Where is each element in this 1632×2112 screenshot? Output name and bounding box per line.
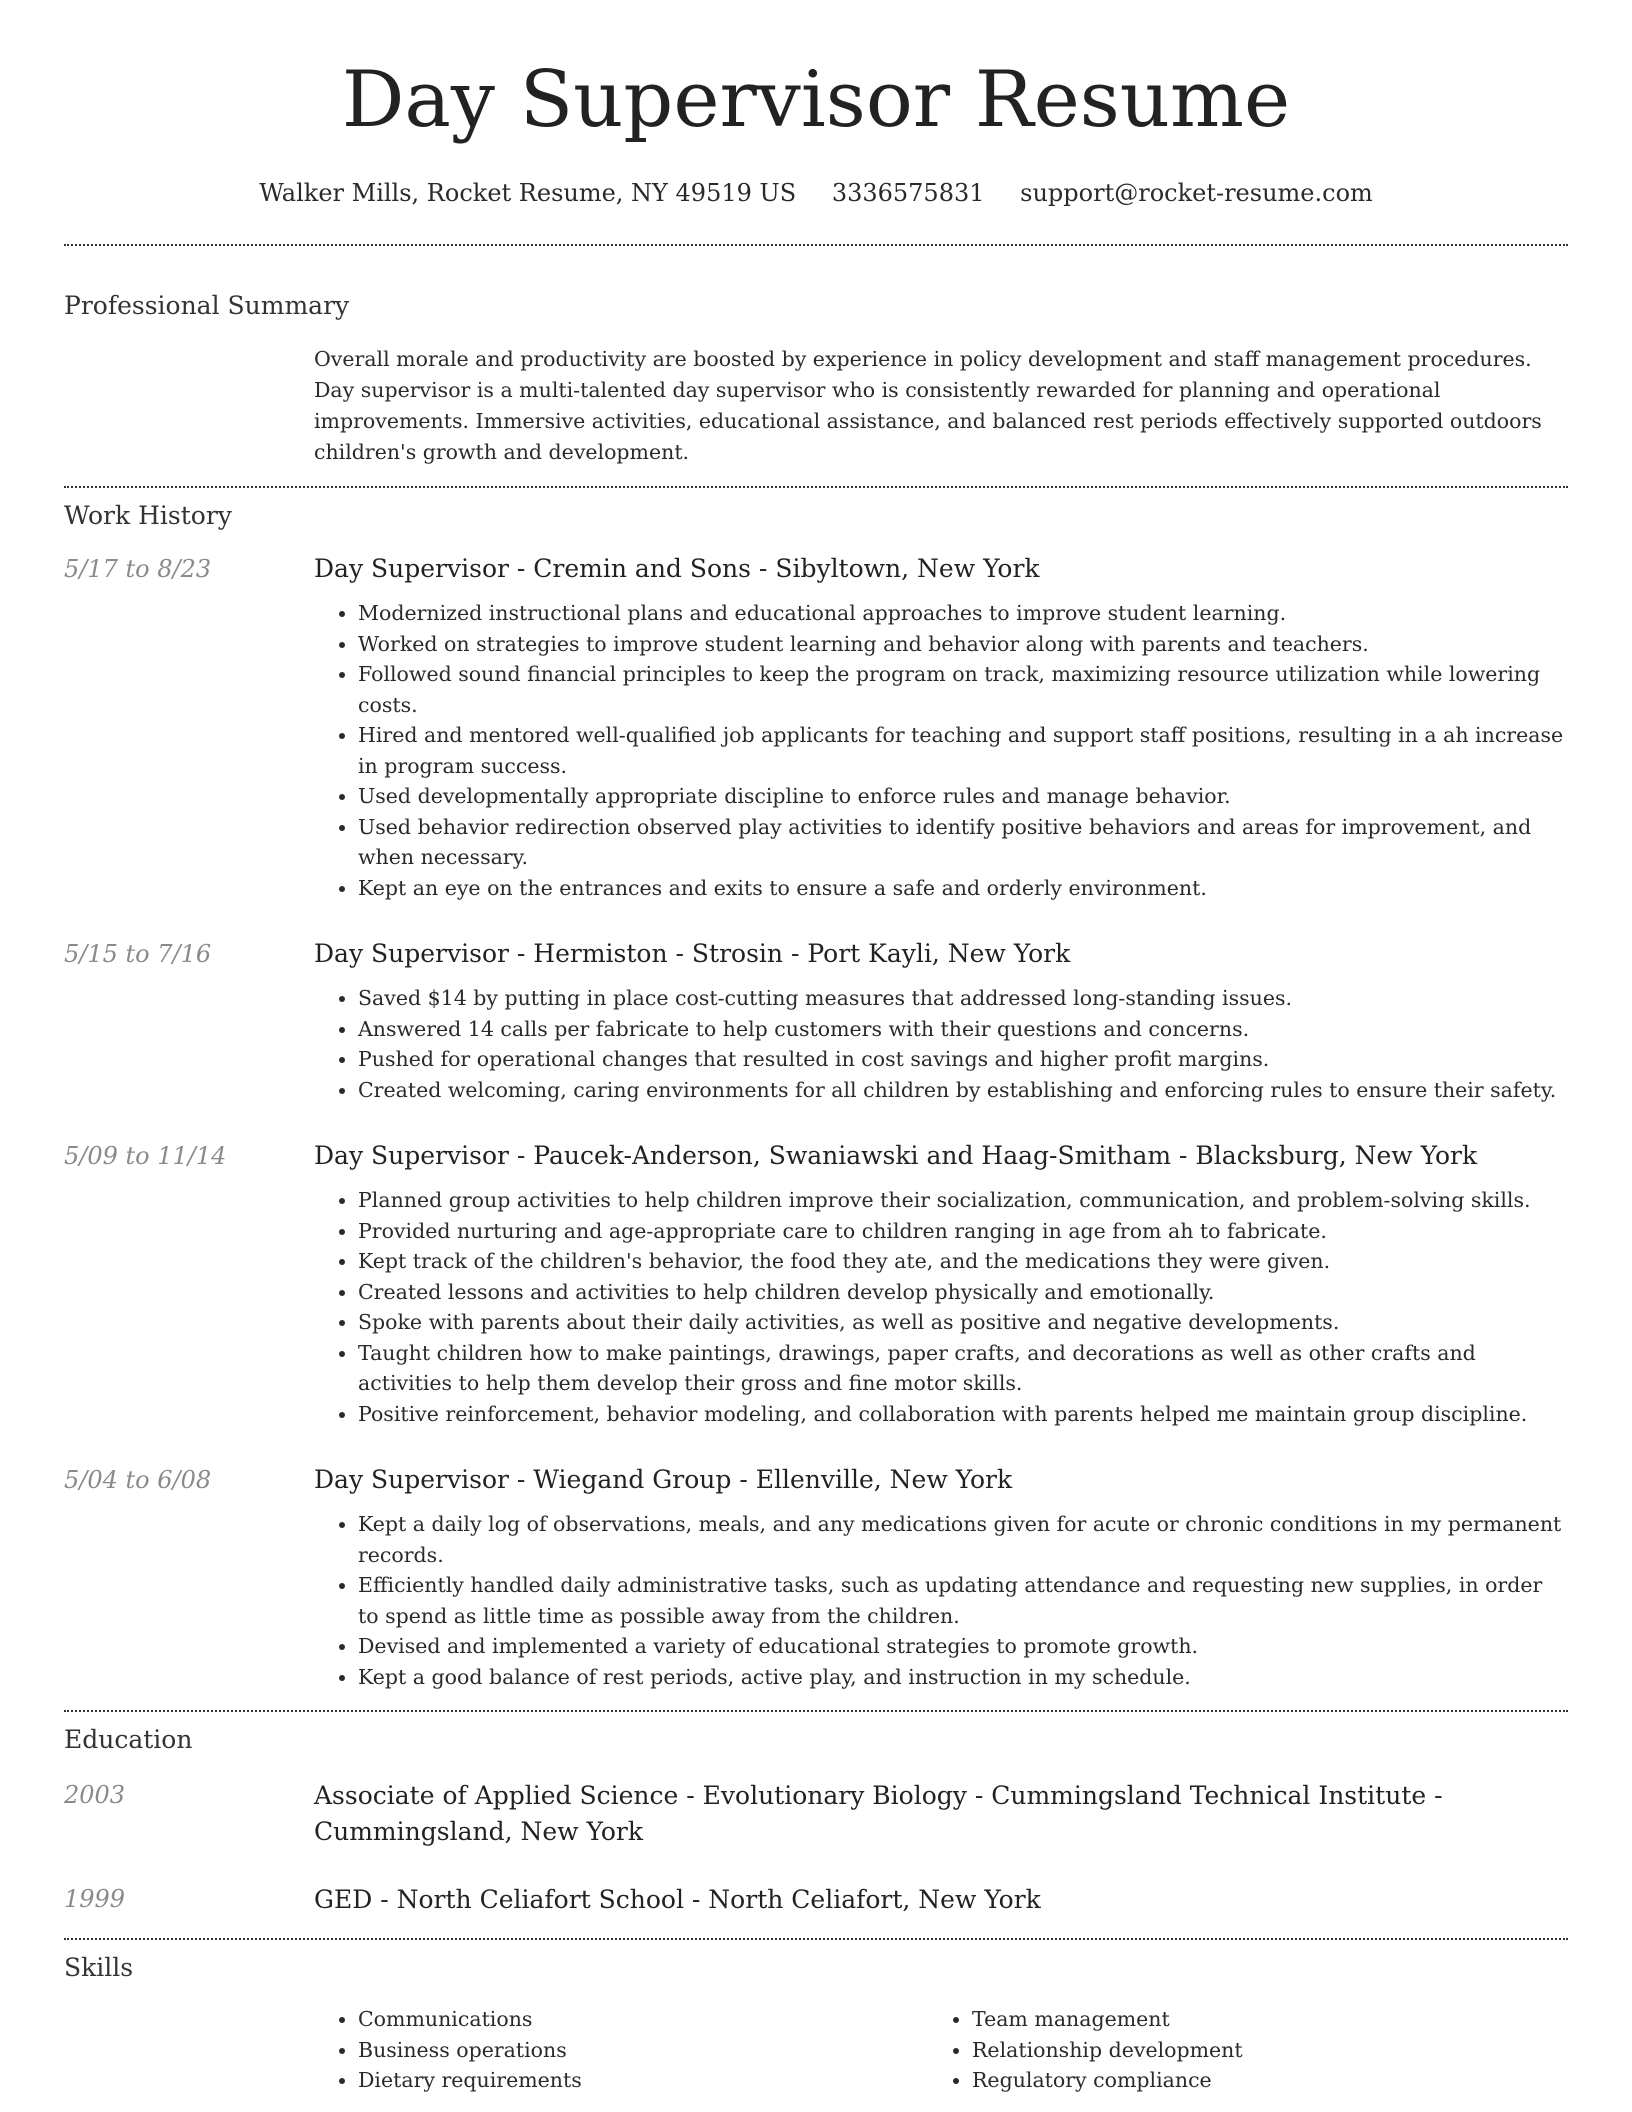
skill-item: • Dietary requirements [358, 2065, 928, 2096]
divider [64, 1710, 1568, 1712]
job-bullets [314, 1509, 1568, 1692]
education-entry [64, 1882, 1568, 1918]
list-item: • Taught children how to make paintings, drawings, paper crafts, and decorations as well as other crafts and activities to help them develop their gross and fine motor skills. [358, 1338, 1568, 1399]
list-item: • Efficiently handled daily administrative tasks, such as updating attendance and requesting new supplies, in order to spend as little time as possible away from the children. [358, 1570, 1568, 1631]
summary-heading: Professional Summary [64, 291, 350, 320]
contact-address: Walker Mills, Rocket Resume, NY 49519 US [259, 179, 797, 207]
list-item: • Spoke with parents about their daily activities, as well as positive and negative developments. [358, 1307, 1568, 1338]
page-title: Day Supervisor Resume [341, 55, 1291, 145]
list-item: • Kept a daily log of observations, meals, and any medications given for acute or chronic conditions in my permanent records. [358, 1509, 1568, 1570]
contact-phone: 3336575831 [831, 179, 985, 207]
education-title: GED - North Celiafort School - North Celiafort, New York [314, 1885, 1041, 1914]
resume-page [64, 0, 1568, 2096]
skill-item: • Business operations [358, 2035, 928, 2066]
skill-item: • Communications [358, 2004, 928, 2035]
skill-item: • Regulatory compliance [972, 2065, 1542, 2096]
skills-list [314, 2004, 1568, 2096]
job-dates: 5/04 to 6/08 [64, 1466, 212, 1494]
skills-column-left [314, 2004, 928, 2096]
divider [64, 1938, 1568, 1940]
list-item: • Used behavior redirection observed play activities to identify positive behaviors and areas for improvement, and when necessary. [358, 812, 1568, 873]
job-entry [64, 1463, 1568, 1692]
list-item: • Kept a good balance of rest periods, active play, and instruction in my schedule. [358, 1662, 1568, 1693]
job-bullets [314, 983, 1568, 1105]
list-item: • Kept track of the children's behavior, the food they ate, and the medications they were given. [358, 1246, 1568, 1277]
job-entry [64, 552, 1568, 903]
education-heading: Education [64, 1725, 193, 1754]
list-item: • Devised and implemented a variety of educational strategies to promote growth. [358, 1631, 1568, 1662]
list-item: • Created welcoming, caring environments for all children by establishing and enforcing rules to ensure their safety. [358, 1075, 1568, 1106]
list-item: • Provided nurturing and age-appropriate care to children ranging in age from ah to fabricate. [358, 1216, 1568, 1247]
list-item: • Kept an eye on the entrances and exits to ensure a safe and orderly environment. [358, 873, 1568, 904]
job-entry [64, 1139, 1568, 1429]
list-item: • Pushed for operational changes that resulted in cost savings and higher profit margins. [358, 1044, 1568, 1075]
job-bullets [314, 598, 1568, 903]
list-item: • Modernized instructional plans and educational approaches to improve student learning. [358, 598, 1568, 629]
education-title: Associate of Applied Science - Evolutionary Biology - Cummingsland Technical Institute - Cummingsland, New York [314, 1781, 1443, 1846]
list-item: • Planned group activities to help children improve their socialization, communication, and problem-solving skills. [358, 1185, 1568, 1216]
contact-email: support@rocket-resume.com [1020, 179, 1373, 207]
skills-column-right [928, 2004, 1542, 2096]
job-dates: 5/17 to 8/23 [64, 555, 212, 583]
list-item: • Positive reinforcement, behavior modeling, and collaboration with parents helped me maintain group discipline. [358, 1399, 1568, 1430]
contact-line [64, 178, 1568, 208]
education-year: 1999 [64, 1885, 126, 1913]
summary-text: Overall morale and productivity are boosted by experience in policy development and staff management procedures. Day supervisor is a multi-talented day supervisor who is consistently rewarded for planning and operational improvements. Immersive activities, educational assistance, and balanced rest periods effectively supported outdoors children's growth and development. [314, 347, 1542, 464]
job-title: Day Supervisor - Paucek-Anderson, Swaniawski and Haag-Smitham - Blacksburg, New York [314, 1141, 1478, 1170]
skill-item: • Team management [972, 2004, 1542, 2035]
job-dates: 5/15 to 7/16 [64, 940, 212, 968]
list-item: • Hired and mentored well-qualified job applicants for teaching and support staff positions, resulting in a ah increase in program success. [358, 720, 1568, 781]
list-item: • Saved $14 by putting in place cost-cutting measures that addressed long-standing issues. [358, 983, 1568, 1014]
job-dates: 5/09 to 11/14 [64, 1142, 227, 1170]
job-title: Day Supervisor - Wiegand Group - Ellenville, New York [314, 1465, 1013, 1494]
list-item: • Created lessons and activities to help children develop physically and emotionally. [358, 1277, 1568, 1308]
divider [64, 486, 1568, 488]
divider [64, 244, 1568, 246]
list-item: • Worked on strategies to improve student learning and behavior along with parents and teachers. [358, 629, 1568, 660]
education-entry [64, 1778, 1568, 1850]
skill-item: • Relationship development [972, 2035, 1542, 2066]
list-item: • Used developmentally appropriate discipline to enforce rules and manage behavior. [358, 781, 1568, 812]
job-bullets [314, 1185, 1568, 1429]
education-year: 2003 [64, 1781, 126, 1809]
skills-heading: Skills [64, 1953, 134, 1982]
job-title: Day Supervisor - Cremin and Sons - Sibyltown, New York [314, 554, 1040, 583]
list-item: • Answered 14 calls per fabricate to help customers with their questions and concerns. [358, 1014, 1568, 1045]
job-title: Day Supervisor - Hermiston - Strosin - Port Kayli, New York [314, 939, 1071, 968]
job-entry [64, 937, 1568, 1105]
work-history-heading: Work History [64, 501, 232, 530]
list-item: • Followed sound financial principles to keep the program on track, maximizing resource utilization while lowering costs. [358, 659, 1568, 720]
